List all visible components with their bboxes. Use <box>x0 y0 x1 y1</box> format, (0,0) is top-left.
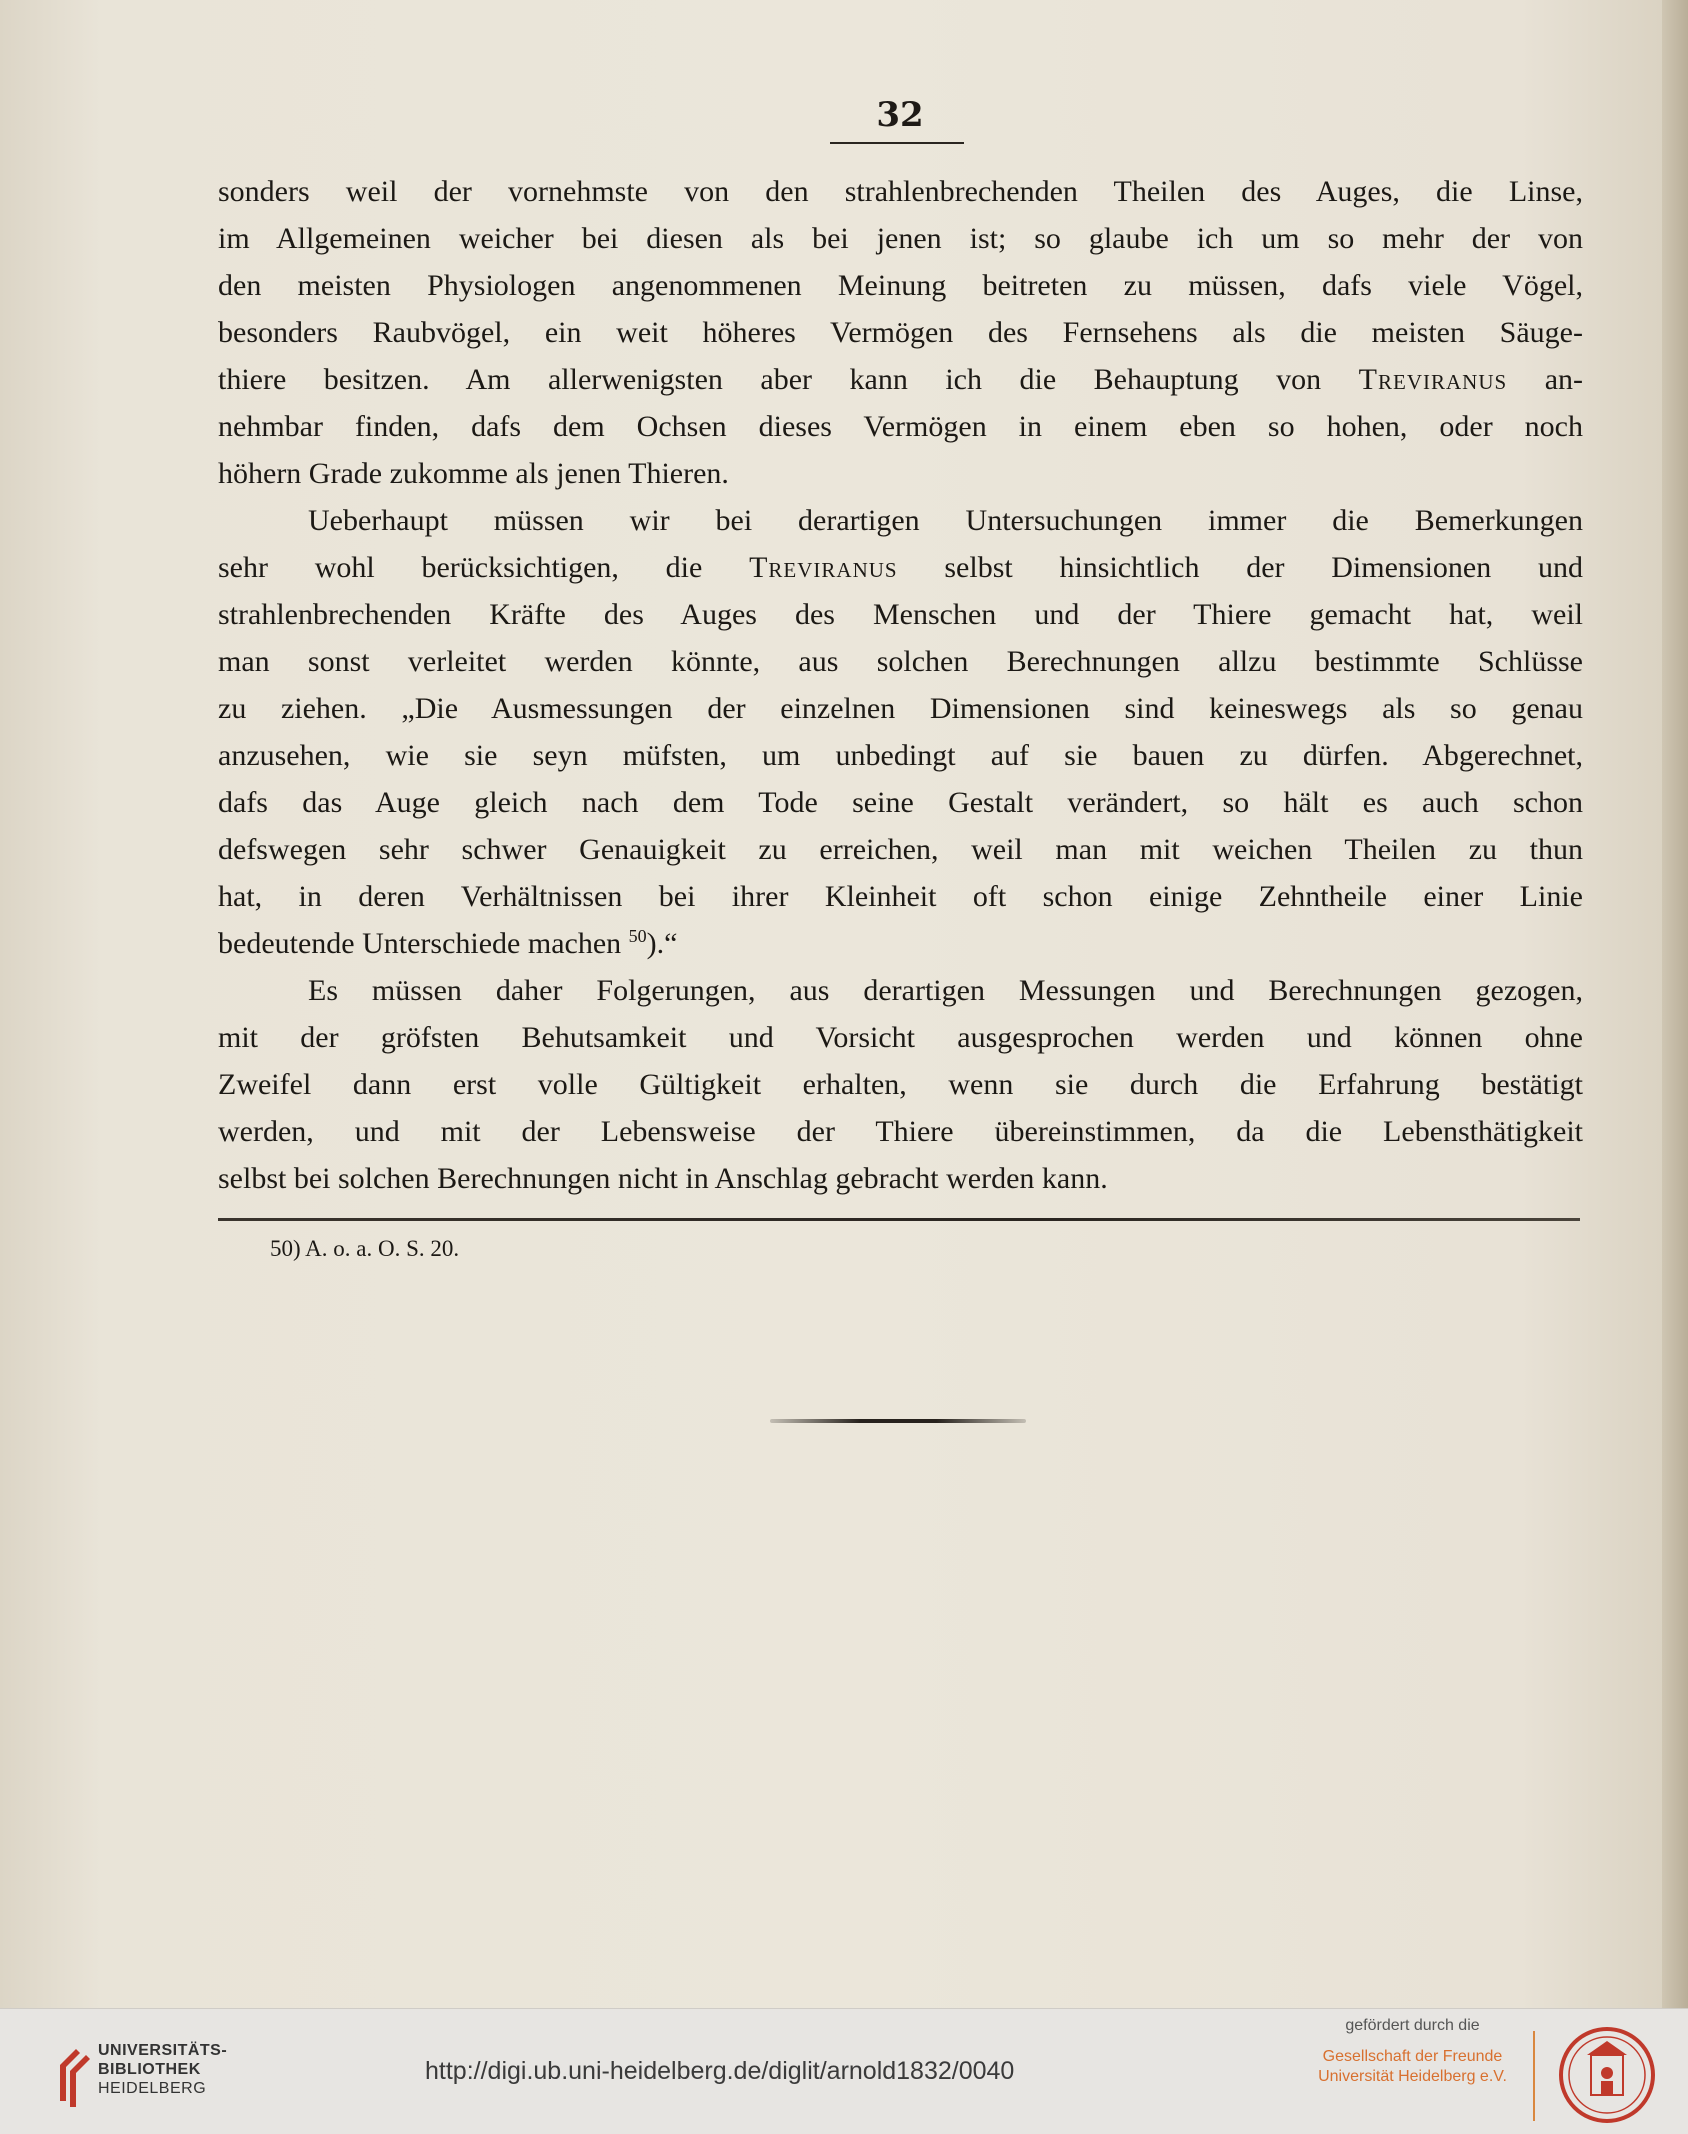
page-number: 32 <box>876 95 924 135</box>
text-segment: selbst hinsichtlich der Dimensionen und <box>897 551 1583 584</box>
text-line: anzusehen, wie sie seyn müfsten, um unbedingt auf sie bauen zu dürfen. Abgerechnet, <box>218 739 1583 772</box>
library-logo-icon <box>54 2035 96 2111</box>
text-line <box>218 920 1583 967</box>
sponsor-block <box>1305 2017 1520 2087</box>
text-line: werden, und mit der Lebensweise der Thiere übereinstimmen, da die Lebensthätigkeit <box>218 1115 1583 1148</box>
sponsor-intro: gefördert durch die <box>1345 2017 1480 2034</box>
sponsor-name-line: Universität Heidelberg e.V. <box>1318 2068 1507 2085</box>
text-segment: sehr wohl berücksichtigen, die <box>218 551 750 584</box>
text-segment: ).“ <box>646 927 678 960</box>
viewer-footer <box>0 2008 1688 2134</box>
text-line: strahlenbrechenden Kräfte des Auges des Menschen und der Thiere gemacht hat, weil <box>218 598 1583 631</box>
library-name-line: HEIDELBERG <box>98 2080 207 2097</box>
body-text <box>218 168 1583 1202</box>
permalink-url[interactable]: http://digi.ub.uni-heidelberg.de/diglit/arnold1832/0040 <box>425 2057 1015 2085</box>
text-segment: an- <box>1507 363 1584 396</box>
text-line: mit der gröfsten Behutsamkeit und Vorsicht ausgesprochen werden und können ohne <box>218 1021 1583 1054</box>
library-name <box>98 2041 227 2098</box>
text-line: Es müssen daher Folgerungen, aus derartigen Messungen und Berechnungen gezogen, <box>308 974 1583 1007</box>
text-line: höhern Grade zukomme als jenen Thieren. <box>218 457 729 490</box>
author-name: Treviranus <box>749 551 898 584</box>
sponsor-name-line: Gesellschaft der Freunde <box>1322 2048 1503 2065</box>
library-name-line: BIBLIOTHEK <box>98 2061 201 2078</box>
text-line: im Allgemeinen weicher bei diesen als bei jenen ist; so glaube ich um so mehr der von <box>218 222 1583 255</box>
text-line: selbst bei solchen Berechnungen nicht in Anschlag gebracht werden kann. <box>218 1162 1108 1195</box>
text-line: defswegen sehr schwer Genauigkeit zu erreichen, weil man mit weichen Theilen zu thun <box>218 833 1583 866</box>
text-line: Ueberhaupt müssen wir bei derartigen Untersuchungen immer die Bemerkungen <box>308 504 1583 537</box>
text-line: Zweifel dann erst volle Gültigkeit erhalten, wenn sie durch die Erfahrung bestätigt <box>218 1068 1583 1101</box>
text-line: sonders weil der vornehmste von den strahlenbrechenden Theilen des Auges, die Linse, <box>218 175 1583 208</box>
footnote-divider <box>218 1218 1580 1221</box>
university-seal-icon <box>1557 2025 1657 2125</box>
text-line <box>218 544 1583 591</box>
text-line: besonders Raubvögel, ein weit höheres Vermögen des Fernsehens als die meisten Säuge- <box>218 316 1583 349</box>
text-line: den meisten Physiologen angenommenen Meinung beitreten zu müssen, dafs viele Vögel, <box>218 269 1583 302</box>
text-segment: thiere besitzen. Am allerwenigsten aber kann ich die Behauptung von <box>218 363 1359 396</box>
text-line <box>218 356 1583 403</box>
text-line: dafs das Auge gleich nach dem Tode seine Gestalt verändert, so hält es auch schon <box>218 786 1583 819</box>
text-segment: bedeutende Unterschiede machen <box>218 927 629 960</box>
text-line: hat, in deren Verhältnissen bei ihrer Kleinheit oft schon einige Zehntheile einer Linie <box>218 880 1583 913</box>
text-line: zu ziehen. „Die Ausmessungen der einzelnen Dimensionen sind keineswegs als so genau <box>218 692 1583 725</box>
text-line: man sonst verleitet werden könnte, aus solchen Berechnungen allzu bestimmte Schlüsse <box>218 645 1583 678</box>
sponsor-divider <box>1533 2031 1535 2121</box>
library-name-line: UNIVERSITÄTS- <box>98 2042 228 2059</box>
page-number-rule <box>830 142 964 144</box>
end-ornament-rule <box>770 1419 1026 1423</box>
text-line: nehmbar finden, dafs dem Ochsen dieses Vermögen in einem eben so hohen, oder noch <box>218 410 1583 443</box>
author-name: Treviranus <box>1358 363 1508 396</box>
footnote: 50) A. o. a. O. S. 20. <box>270 1236 460 1261</box>
page-edge <box>1662 0 1688 2008</box>
footnote-reference: 50 <box>628 926 647 946</box>
